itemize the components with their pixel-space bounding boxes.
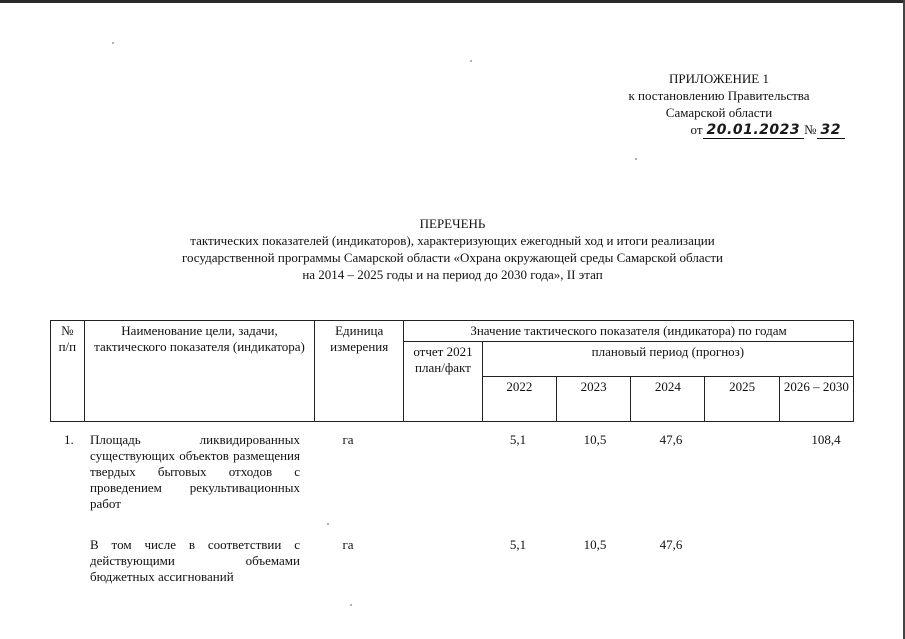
row-value-2023: 10,5: [583, 432, 607, 447]
header-num: № п/п: [51, 321, 85, 422]
header-values-group: Значение тактического показателя (индикатора) по годам: [404, 321, 854, 342]
appendix-title: ПРИЛОЖЕНИЕ 1: [669, 71, 769, 86]
title-line-3: на 2014 – 2025 годы и на период до 2030 года», II этап: [302, 267, 603, 282]
indicators-table-header: [50, 320, 854, 422]
appendix-header: [589, 70, 849, 139]
handwritten-number: 32: [817, 122, 845, 139]
number-label: №: [804, 122, 817, 137]
title-line-1: тактических показателей (индикаторов), характеризующих ежегодный ход и итоги реализации: [190, 233, 715, 248]
header-year-2026-2030: 2026 – 2030: [779, 377, 853, 422]
row-value-2024: 47,6: [659, 432, 683, 447]
from-label: от: [690, 122, 703, 137]
row-unit: га: [342, 432, 354, 447]
row-number: 1.: [64, 432, 74, 447]
row-unit: га: [342, 537, 354, 552]
header-unit: Единица измерения: [315, 321, 404, 422]
row-indicator-name: Площадь ликвидированных существующих объектов размещения твердых бытовых отходов с проведением рекультивационных работ: [90, 432, 300, 511]
appendix-date-number: [589, 121, 849, 139]
scan-speck: [350, 604, 352, 606]
row-indicator-name: В том числе в соответствии с действующими объемами бюджетных ассигнований: [90, 537, 300, 584]
appendix-line-3: Самарской области: [665, 105, 773, 120]
row-value-2026-2030: 108,4: [811, 432, 841, 447]
title-heading: ПЕРЕЧЕНЬ: [419, 216, 486, 231]
header-plan-group: плановый период (прогноз): [482, 342, 853, 377]
header-name: Наименование цели, задачи, тактического показателя (индикатора): [84, 321, 315, 422]
row-value-2023: 10,5: [583, 537, 607, 552]
header-year-2024: 2024: [631, 377, 705, 422]
row-value-2024: 47,6: [659, 537, 683, 552]
appendix-line-2: к постановлению Правительства: [628, 88, 810, 103]
scan-speck: [470, 60, 472, 62]
scan-edge-top: [0, 0, 905, 3]
table-row: [50, 533, 854, 603]
row-value-2022: 5,1: [509, 432, 527, 447]
table-row: [50, 428, 854, 533]
title-line-2: государственной программы Самарской области «Охрана окружающей среды Самарской области: [181, 250, 724, 265]
header-year-2022: 2022: [482, 377, 556, 422]
header-year-2023: 2023: [557, 377, 631, 422]
header-report-2021: отчет 2021 план/факт: [404, 342, 483, 422]
row-value-2022: 5,1: [509, 537, 527, 552]
document-title: [100, 215, 805, 283]
scan-speck: [327, 523, 329, 525]
indicators-table-body: [50, 428, 854, 603]
header-year-2025: 2025: [705, 377, 779, 422]
scan-speck: [635, 158, 637, 160]
handwritten-date: 20.01.2023: [703, 122, 805, 139]
scan-speck: [112, 42, 114, 44]
